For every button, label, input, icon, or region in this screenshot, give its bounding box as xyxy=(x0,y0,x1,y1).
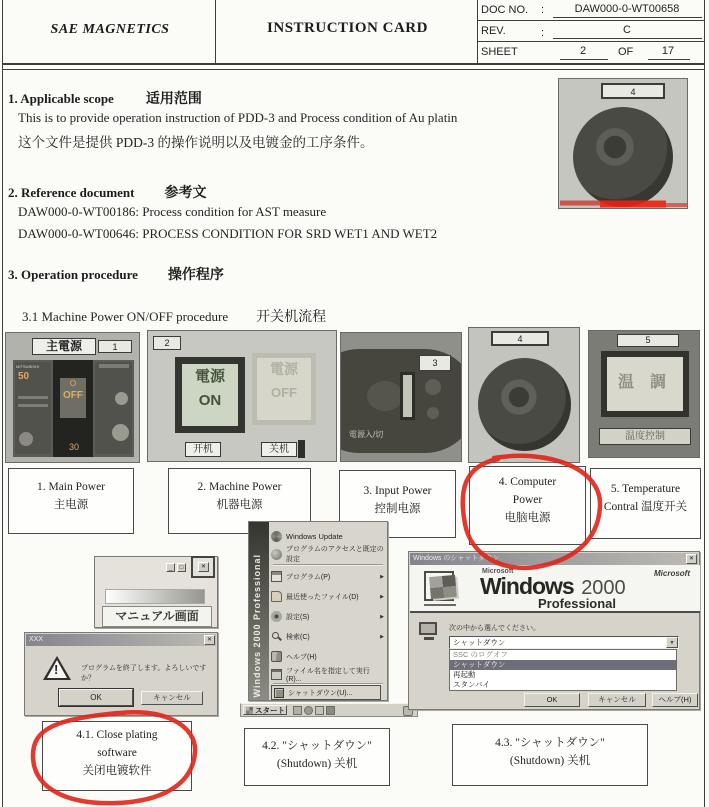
shutdown-cancel-button[interactable]: キャンセル xyxy=(588,693,646,707)
quick-launch-icon-4[interactable] xyxy=(326,706,335,715)
temperature-button-label: 温 調 xyxy=(607,357,683,411)
photo-tag-1: 1 xyxy=(98,340,132,353)
header-row-rule-2 xyxy=(477,41,704,42)
section2-heading-en: 2. Reference document xyxy=(8,185,135,200)
breaker-brand: MITSUBISHI xyxy=(16,364,39,369)
minimize-button[interactable]: _ xyxy=(166,563,175,572)
caption-5-line2: Contral 温度开关 xyxy=(603,500,688,513)
quick-launch-icon-2[interactable] xyxy=(304,706,313,715)
temperature-strip-label: 温度控制 xyxy=(599,428,691,445)
option-standby[interactable]: スタンバイ xyxy=(453,680,490,689)
menu-label-help: ヘルプ(H) xyxy=(286,653,317,661)
shutdown-dialog-titlebar: Windows のシャットダウン xyxy=(410,553,698,565)
manual-window-fragment xyxy=(94,556,218,628)
menu-separator-1 xyxy=(273,564,383,566)
caption-42-line2: (Shutdown) 关机 xyxy=(276,757,358,770)
section3-heading-en: 3. Operation procedure xyxy=(8,267,138,282)
caption-4-line2: Power xyxy=(512,493,543,506)
settings-gear-icon xyxy=(271,611,282,622)
confirm-dialog-titlebar: XXX xyxy=(26,634,216,646)
section2-heading-cn: 参考文 xyxy=(164,186,207,201)
menu-label-windows-update: Windows Update xyxy=(286,531,343,541)
rev-colon: : xyxy=(541,27,545,39)
caption-1-line1: 1. Main Power xyxy=(36,481,106,493)
caption-1-line2: 主电源 xyxy=(53,498,89,511)
combobox-value: シャットダウン xyxy=(453,638,506,647)
caption-41-line1: 4.1. Close plating xyxy=(76,729,158,741)
shutdown-combobox[interactable] xyxy=(449,636,679,649)
section1-heading-en: 1. Applicable scope xyxy=(8,91,114,106)
menu-label-search: 検索(C) xyxy=(286,633,310,641)
start-menu-sidebar xyxy=(249,522,269,700)
section1-body-en: This is to provide operation instruction of PDD-3 and Process condition of Au platin xyxy=(18,110,458,125)
banner-divider xyxy=(410,611,700,613)
rev-underline xyxy=(553,38,702,39)
power-off-label: 关机 xyxy=(261,442,297,457)
quick-launch-icon-1[interactable] xyxy=(293,706,302,715)
photo-tag-4: 4 xyxy=(491,331,549,346)
manual-gradient-bar xyxy=(105,589,205,604)
manual-window-title: マニュアル画面 xyxy=(102,606,212,627)
input-power-button-2[interactable] xyxy=(427,407,439,419)
menu-item-search[interactable] xyxy=(271,627,384,646)
photo-computer-power-top xyxy=(558,78,688,209)
breaker-detail-line-2 xyxy=(18,404,48,407)
caption-2-line1: 2. Machine Power xyxy=(197,481,282,493)
windows-logo-frame xyxy=(424,571,454,601)
section1-body-cn: 这个文件是提供 PDD-3 的操作说明以及电镀金的工序条件。 xyxy=(18,135,374,150)
settings-arrow-icon: ▶ xyxy=(380,613,384,620)
rev-value: C xyxy=(623,24,631,36)
quick-launch-icon-3[interactable] xyxy=(315,706,324,715)
breaker-body xyxy=(13,360,134,457)
caption-43-line2: (Shutdown) 关机 xyxy=(509,754,591,767)
breaker-left-button[interactable] xyxy=(19,432,33,446)
power-off-line1: 電源 xyxy=(270,363,298,378)
close-highlight-box xyxy=(191,556,215,578)
breaker-left-panel xyxy=(15,362,51,454)
sheet-total-underline xyxy=(648,59,690,60)
page-title: INSTRUCTION CARD xyxy=(267,20,428,36)
breaker-detail-line-1 xyxy=(18,396,48,399)
caption-main-power xyxy=(8,468,134,534)
caption-41-line3: 关闭电镀软件 xyxy=(82,764,152,777)
doc-no-colon: : xyxy=(541,4,545,16)
breaker-toggle-column xyxy=(53,360,93,457)
menu-item-programs[interactable] xyxy=(271,567,384,586)
sheet-total-value: 17 xyxy=(661,45,675,57)
close-button[interactable]: ✕ xyxy=(198,562,209,572)
main-power-panel-label: 主電源 xyxy=(32,338,96,355)
warning-icon-bang: ! xyxy=(54,662,59,677)
menu-label-documents: 最近使ったファイル(D) xyxy=(286,593,359,601)
temperature-button[interactable] xyxy=(601,351,689,417)
breaker-right-button-2[interactable] xyxy=(112,424,129,441)
sheet-of-label: OF xyxy=(618,46,634,58)
programs-arrow-icon: ▶ xyxy=(380,573,384,580)
photo-tag-2: 2 xyxy=(153,336,181,350)
menu-item-run[interactable] xyxy=(271,665,384,684)
photo-tag-4-top: 4 xyxy=(601,83,665,99)
section3-sub-cn: 开关机流程 xyxy=(256,310,327,325)
doc-no-label: DOC NO. xyxy=(481,4,529,16)
photo-computer-power xyxy=(468,327,580,463)
breaker-rating-30: 30 xyxy=(68,442,79,452)
header-divider-2 xyxy=(477,0,478,63)
section3-heading xyxy=(8,264,224,284)
shutdown-prompt: 次の中から選んでください。 xyxy=(449,625,540,632)
maximize-button[interactable]: □ xyxy=(177,563,186,572)
computer-icon xyxy=(419,622,437,635)
windows-logo-underline xyxy=(424,604,456,606)
combobox-dropdown-button[interactable]: ▼ xyxy=(666,637,678,648)
caption-step4-1 xyxy=(42,721,192,791)
confirm-dialog xyxy=(24,632,218,716)
option-logoff[interactable]: SSC のログオフ xyxy=(453,650,508,659)
start-button-label: スタート xyxy=(255,705,285,715)
option-restart[interactable]: 再起動 xyxy=(453,670,476,679)
photo-main-power xyxy=(5,332,140,463)
caption-41-line2: software xyxy=(97,746,137,759)
caption-3-line1: 3. Input Power xyxy=(363,485,432,497)
breaker-right-button-1[interactable] xyxy=(115,392,128,405)
menu-label-shutdown: シャットダウン(U)... xyxy=(288,689,353,697)
ms-logo-small-text: Microsoft xyxy=(482,568,514,575)
company-logo-text: SAE MAGNETICS xyxy=(50,22,170,37)
caption-3-line2: 控制电源 xyxy=(374,502,421,515)
menu-item-settings[interactable] xyxy=(271,607,384,626)
taskbar xyxy=(240,703,418,717)
microsoft-right-logo: Microsoft xyxy=(654,569,690,578)
windows-word: Windows xyxy=(480,573,574,599)
windows2000-banner xyxy=(410,565,700,611)
power-on-label: 开机 xyxy=(185,442,221,457)
breaker-right-line xyxy=(99,364,129,368)
menu-item-windows-update[interactable] xyxy=(271,527,384,545)
programs-icon xyxy=(271,571,282,582)
windows-flag-icon xyxy=(246,707,253,714)
menu-item-help[interactable] xyxy=(271,647,384,666)
search-arrow-icon: ▶ xyxy=(380,633,384,640)
program-access-icon xyxy=(271,549,282,560)
photo-temperature xyxy=(588,330,700,458)
power-off-label-mark xyxy=(298,440,305,458)
section2-ref1: DAW000-0-WT00186: Process condition for AST measure xyxy=(18,204,327,219)
confirm-ok-button[interactable]: OK xyxy=(59,689,133,706)
power-on-line1: 電源 xyxy=(194,369,225,385)
input-power-label: 電源入/切 xyxy=(349,430,384,439)
caption-42-line1: 4.2. "シャットダウン" xyxy=(262,740,372,752)
confirm-dialog-message: プログラムを終了します。よろしいですか？ xyxy=(81,665,207,682)
help-book-icon xyxy=(271,651,282,662)
photo-machine-power xyxy=(147,330,337,462)
photo-input-power xyxy=(340,332,462,462)
run-icon xyxy=(271,669,282,680)
menu-label-programs: プログラム(P) xyxy=(286,573,331,581)
caption-step4-3 xyxy=(452,724,648,786)
shutdown-icon xyxy=(274,688,284,698)
power-knob-top xyxy=(573,107,673,207)
shutdown-ok-button[interactable]: OK xyxy=(524,693,580,707)
power-on-button[interactable] xyxy=(175,357,245,433)
breaker-rating-50: 50 xyxy=(18,371,30,382)
confirm-cancel-button[interactable]: キャンセル xyxy=(141,691,203,705)
shutdown-dialog xyxy=(408,551,700,710)
section3-heading-cn: 操作程序 xyxy=(167,268,224,283)
search-icon xyxy=(271,631,282,642)
sheet-page-value: 2 xyxy=(579,45,587,57)
start-button[interactable] xyxy=(243,705,287,715)
breaker-toggle-off: OFF xyxy=(63,390,83,401)
caption-step4-2 xyxy=(244,728,390,786)
header-row-rule-1 xyxy=(477,20,704,21)
photo-tag-5: 5 xyxy=(617,334,679,347)
input-power-recess xyxy=(367,381,403,411)
section2-heading xyxy=(8,182,206,202)
caption-2-line2: 机器电源 xyxy=(216,498,263,511)
menu-label-run: ファイル名を指定して実行(R)... xyxy=(286,668,370,683)
start-menu xyxy=(248,521,388,701)
menu-item-program-access[interactable] xyxy=(271,545,384,563)
windows-flag-logo xyxy=(429,575,457,599)
confirm-dialog-close-button[interactable]: ✕ xyxy=(204,635,215,645)
section2-ref2: DAW000-0-WT00646: PROCESS CONDITION FOR SRD WET1 AND WET2 xyxy=(18,226,438,241)
doc-no-value: DAW000-0-WT00658 xyxy=(574,3,680,15)
shutdown-help-button[interactable]: ヘルプ(H) xyxy=(652,693,698,707)
power-on-line2: ON xyxy=(198,392,222,409)
caption-4-line1: 4. Computer xyxy=(498,476,557,488)
rev-label: REV. xyxy=(481,25,506,37)
power-off-line2: OFF xyxy=(271,385,297,400)
page-border-left xyxy=(2,0,3,807)
documents-arrow-icon: ▶ xyxy=(380,593,384,600)
sheet-label: SHEET xyxy=(481,46,518,58)
body-top-rule xyxy=(2,69,704,70)
year-2000: 2000 xyxy=(581,577,626,599)
caption-computer-power xyxy=(469,466,586,545)
menu-item-documents[interactable] xyxy=(271,587,384,606)
doc-no-underline xyxy=(553,17,702,18)
warning-icon xyxy=(43,656,71,680)
menu-label-program-access: プログラムのアクセスと既定の設定 xyxy=(286,546,384,563)
menu-label-settings: 設定(S) xyxy=(286,613,310,621)
start-menu-brand: Windows 2000 Professional xyxy=(252,553,262,697)
section1-heading xyxy=(8,88,202,108)
sheet-page-underline xyxy=(560,59,608,60)
caption-5-line1: 5. Temperature xyxy=(610,483,681,495)
page-border-right xyxy=(704,0,705,807)
input-power-button-1[interactable] xyxy=(425,379,441,395)
caption-43-line1: 4.3. "シャットダウン" xyxy=(495,737,605,749)
power-knob[interactable] xyxy=(478,358,571,451)
caption-4-line3: 电脑电源 xyxy=(504,511,551,524)
caption-temperature xyxy=(590,468,701,539)
shutdown-option-list xyxy=(449,649,677,691)
photo-tag-3: 3 xyxy=(419,355,451,371)
section3-sub-heading xyxy=(22,306,326,326)
section1-heading-cn: 适用范围 xyxy=(145,92,202,107)
section3-sub-en: 3.1 Machine Power ON/OFF procedure xyxy=(22,309,229,324)
power-off-button[interactable] xyxy=(252,353,316,425)
breaker-toggle-o: O xyxy=(69,379,77,388)
option-shutdown-selected[interactable]: シャットダウン xyxy=(450,660,676,670)
documents-folder-icon xyxy=(271,591,282,602)
windows-update-icon xyxy=(271,531,282,542)
header-divider-1 xyxy=(215,0,216,63)
header-bottom-rule xyxy=(2,63,704,65)
professional-word: Professional xyxy=(538,596,617,611)
menu-item-shutdown[interactable] xyxy=(271,685,381,700)
shutdown-dialog-close-button[interactable]: ✕ xyxy=(686,554,697,564)
breaker-right-panel xyxy=(95,362,132,454)
breaker-toggle-switch[interactable] xyxy=(60,378,86,418)
input-power-toggle[interactable] xyxy=(403,375,412,417)
